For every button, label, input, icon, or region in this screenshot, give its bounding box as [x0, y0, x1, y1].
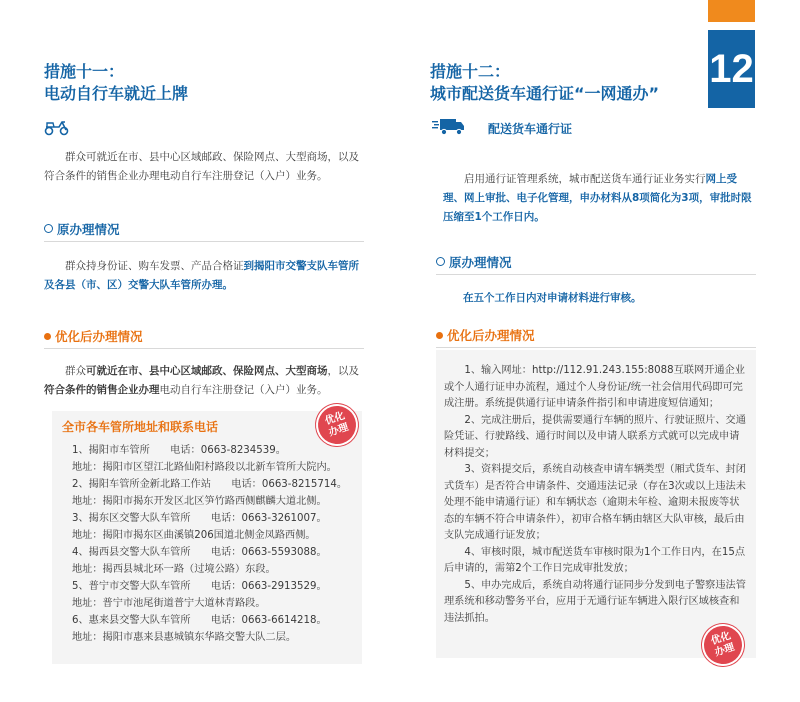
contacts-title: 全市各车管所地址和联系电话	[62, 420, 219, 434]
left-title	[44, 61, 384, 105]
opt-e: 电动自行车注册登记（入户）业务。	[159, 384, 328, 396]
stamp-line2: 办理	[327, 421, 350, 439]
stamp-line2: 办理	[713, 641, 736, 659]
left-original-text-b: 到揭阳市交警支队车管所及各县（市、区）交警大队车管所办理。	[44, 260, 359, 291]
right-optimized-label: 优化后办理情况	[447, 328, 535, 343]
truck-icon	[432, 117, 466, 137]
stamp-line1: 优化	[323, 410, 347, 428]
contact-line: 6、惠来县交警大队车管所 电话：0663-6614218。	[72, 615, 327, 626]
opt-a: 群众	[65, 365, 86, 377]
divider	[44, 348, 364, 349]
right-subheading: 配送货车通行证	[488, 122, 573, 136]
contact-line: 1、揭阳市车管所 电话：0663-8234539。	[72, 445, 286, 456]
opt-d: 符合条件的销售企业办理	[44, 384, 160, 396]
steps-list	[444, 363, 746, 627]
contact-line: 地址：揭阳市区望江北路仙阳村路段以北新车管所大院内。	[72, 462, 337, 473]
dot-bullet-icon	[436, 332, 443, 339]
right-intro-a: 启用通行证管理系统，城市配送货车通行证业务实行	[464, 173, 706, 185]
step-item: 4、审核时限，城市配送货车审核时限为1个工作日内，在15点后申请的，需第2个工作日完成审批发放；	[444, 546, 746, 574]
divider	[44, 241, 364, 242]
step-item: 3、资料提交后，系统自动核查申请车辆类型（厢式货车、封闭式货车）是否符合申请条件、交通违法记录（存在3次或以上违法未处理不能申请通行证）和车辆状态（逾期未年检、逾期未报废等状态的车辆不符合申请条件），初审合格车辆由辖区大队审核，最后由支队完成通行证发放；	[444, 464, 746, 541]
contacts-list	[72, 442, 362, 646]
right-optimized-heading	[436, 326, 535, 344]
left-original-heading	[44, 220, 120, 238]
contact-line: 地址：普宁市池尾街道普宁大道林青路段。	[72, 598, 266, 609]
step-item: 5、申办完成后，系统自动将通行证同步分发到电子警察违法管理系统和移动警务平台，应用于无通行证车辆进入限行区域核查和违法抓拍。	[444, 579, 746, 624]
left-original-text-a: 群众持身份证、购车发票、产品合格证	[65, 260, 244, 272]
opt-c: ，以及	[327, 365, 359, 377]
right-intro	[443, 170, 755, 227]
left-optimized-text	[44, 362, 364, 400]
left-optimized-label: 优化后办理情况	[55, 329, 143, 344]
left-title-line2: 电动自行车就近上牌	[44, 84, 189, 103]
left-original-text	[44, 257, 364, 295]
page-corner-accent	[708, 0, 755, 22]
contact-line: 地址：揭西县城北环一路（过境公路）东段。	[72, 564, 276, 575]
dot-bullet-icon	[44, 333, 51, 340]
divider	[436, 347, 756, 348]
scooter-icon	[44, 118, 70, 136]
right-original-label: 原办理情况	[449, 255, 512, 270]
circle-bullet-icon	[436, 257, 445, 266]
left-intro: 群众可就近在市、县中心区域邮政、保险网点、大型商场，以及符合条件的销售企业办理电动自行车注册登记（入户）业务。	[44, 151, 359, 182]
stamp-line1: 优化	[709, 630, 733, 648]
page-number: 12	[709, 47, 754, 91]
right-original-text: 在五个工作日内对申请材料进行审核。	[463, 292, 642, 304]
contact-line: 2、揭阳车管所金新北路工作站 电话：0663-8215714。	[72, 479, 348, 490]
right-title-line1: 措施十二：	[430, 62, 511, 81]
left-optimized-heading	[44, 327, 143, 345]
contact-line: 地址：揭阳市揭东开发区北区笋竹路西侧麒麟大道北侧。	[72, 496, 327, 507]
page-number-badge	[708, 30, 755, 108]
contact-line: 4、揭西县交警大队车管所 电话：0663-5593088。	[72, 547, 327, 558]
divider	[436, 274, 756, 275]
right-intro-b: 网上受理、网上审批、电子化管理，申办材料从8项简化为3项，审批时限压缩至1个工作日内。	[443, 173, 752, 223]
right-title-line2: 城市配送货车通行证“一网通办”	[430, 84, 660, 103]
contact-line: 地址：揭阳市惠来县惠城镇东华路交警大队二层。	[72, 632, 297, 643]
contact-line: 5、普宁市交警大队车管所 电话：0663-2913529。	[72, 581, 327, 592]
contact-line: 3、揭东区交警大队车管所 电话：0663-3261007。	[72, 513, 327, 524]
right-title	[430, 61, 710, 105]
left-original-label: 原办理情况	[57, 222, 120, 237]
right-original-heading	[436, 253, 512, 271]
opt-b: 可就近在市、县中心区域邮政、保险网点、大型商场	[86, 365, 328, 377]
step-item: 1、输入网址：http://112.91.243.155:8088互联网开通企业或个人通行证申办流程，通过个人身份证/统一社会信用代码即可完成注册。系统提供通行证申请条件指引和申请进度短信通知；	[444, 365, 745, 409]
contact-line: 地址：揭阳市揭东区曲溪镇206国道北侧金凤路西侧。	[72, 530, 316, 541]
left-title-line1: 措施十一：	[44, 62, 125, 81]
circle-bullet-icon	[44, 224, 53, 233]
step-item: 2、完成注册后，提供需要通行车辆的照片、行驶证照片、交通险凭证、行驶路线、通行时间以及申请人联系方式就可以完成申请材料提交；	[444, 414, 746, 459]
